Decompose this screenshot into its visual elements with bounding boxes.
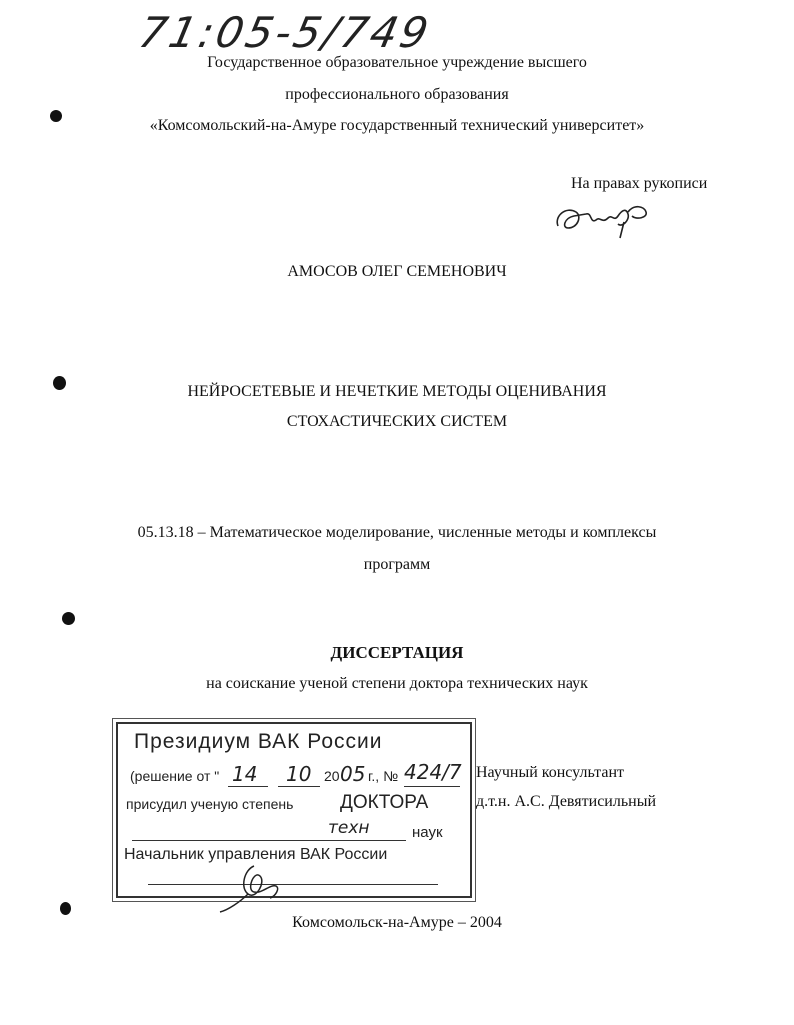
stamp-decision-prefix: (решение от " xyxy=(130,768,220,784)
stamp-number-label: г., № xyxy=(368,768,399,784)
stamp-science-suffix: наук xyxy=(412,824,443,841)
stamp-signatory: Начальник управления ВАК России xyxy=(124,846,388,863)
stamp-signature xyxy=(214,860,298,916)
stamp-awarded-degree: ДОКТОРА xyxy=(340,792,429,813)
stamp-science-field: техн xyxy=(328,818,370,838)
archive-number: 71:05-5/749 xyxy=(134,8,436,57)
stamp-header: Президиум ВАК России xyxy=(134,730,383,753)
institution-line-3: «Комсомольский-на-Амуре государственный технический университет» xyxy=(149,117,645,134)
stamp-awarded-prefix: присудил ученую степень xyxy=(126,796,294,812)
decision-number-line xyxy=(404,786,460,787)
stamp-year-prefix: 20 xyxy=(324,768,340,784)
stamp-decision-day: 14 xyxy=(232,762,258,786)
title-line-1: НЕЙРОСЕТЕВЫЕ И НЕЧЕТКИЕ МЕТОДЫ ОЦЕНИВАНИЯ xyxy=(187,383,607,400)
specialty-line-2: программ xyxy=(363,556,431,573)
author-signature xyxy=(552,198,652,242)
degree-line: на соискание ученой степени доктора технических наук xyxy=(206,675,588,692)
vak-stamp xyxy=(116,722,472,898)
decision-month-line xyxy=(278,786,320,787)
binding-hole-mark xyxy=(50,110,62,122)
institution-line-2: профессионального образования xyxy=(285,86,509,103)
stamp-decision-number: 424/7 xyxy=(404,760,462,784)
city-year: Комсомольск-на-Амуре – 2004 xyxy=(292,914,502,931)
binding-hole-mark xyxy=(62,612,75,625)
binding-hole-mark xyxy=(53,376,66,390)
decision-day-line xyxy=(228,786,268,787)
advisor-name: д.т.н. А.С. Девятисильный xyxy=(476,793,657,810)
stamp-decision-year: 05 xyxy=(340,762,366,786)
advisor-label: Научный консультант xyxy=(476,764,624,781)
science-field-line xyxy=(132,840,406,841)
title-line-2: СТОХАСТИЧЕСКИХ СИСТЕМ xyxy=(286,413,508,430)
work-type: ДИССЕРТАЦИЯ xyxy=(330,643,464,662)
manuscript-note: На правах рукописи xyxy=(571,175,708,192)
stamp-decision-month: 10 xyxy=(286,762,312,786)
specialty-line-1: 05.13.18 – Математическое моделирование, численные методы и комплексы xyxy=(137,524,657,541)
institution-line-1: Государственное образовательное учреждение высшего xyxy=(207,54,587,71)
author-name: АМОСОВ ОЛЕГ СЕМЕНОВИЧ xyxy=(287,263,507,280)
